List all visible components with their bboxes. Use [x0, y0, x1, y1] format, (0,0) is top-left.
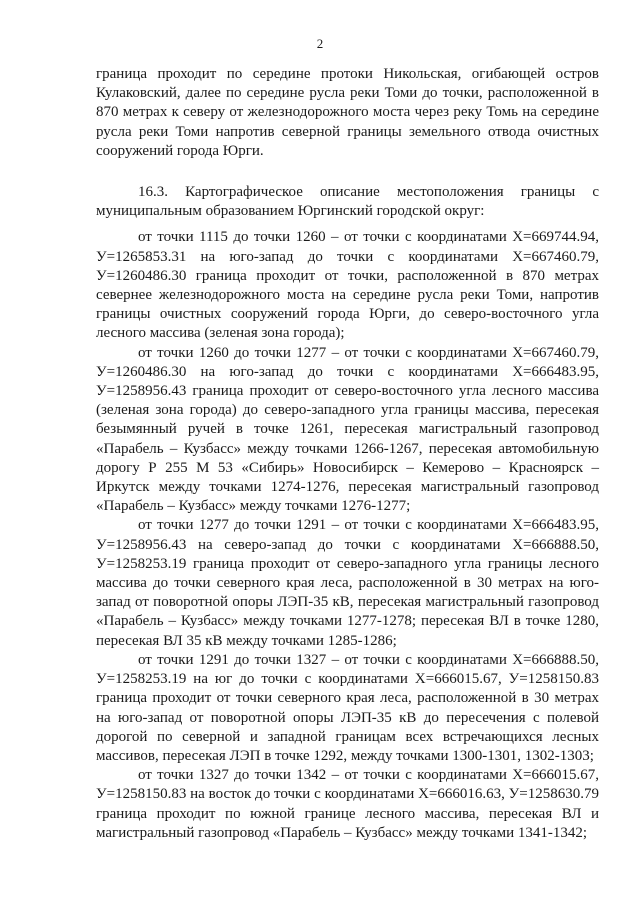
paragraph-boundary-continuation: граница проходит по середине протоки Никольская, огибающей остров Кулаковский, далее по середине русла реки Томи до точки, расположенной в 870 метрах к северу от железнодорожного моста через реку Томь на середине русла реки Томи напротив северной границы земельного отвода очистных сооружений города Юрги. [96, 66, 599, 159]
document-body [96, 65, 599, 843]
paragraph-segment-1277-1291: от точки 1277 до точки 1291 – от точки с координатами X=666483.95, У=1258956.43 на северо-запад до точки с координатами X=666888.50, У=1258253.19 граница проходит от северо-западного угла границы лесного массива до точки северного края леса, расположенной в 30 метрах на юго-запад от поворотной опоры ЛЭП-35 кВ, пересекая магистральный газопровод «Парабель – Кузбасс» между точками 1277-1278; пересекая ВЛ в точке 1280, пересекая ВЛ 35 кВ между точками 1285-1286; [96, 517, 599, 649]
paragraph-segment-1115-1260: от точки 1115 до точки 1260 – от точки с координатами X=669744.94, У=1265853.31 на юго-запад до точки с координатами X=667460.79, У=1260486.30 граница проходит от точки, расположенной в 870 метрах севернее железнодорожного моста на середине русла реки Томи, напротив границы очистных сооружений города Юрги, до северо-восточного угла лесного массива (зеленая зона города); [96, 229, 599, 342]
page-number: 2 [316, 36, 324, 51]
paragraph-segment-1291-1327: от точки 1291 до точки 1327 – от точки с координатами X=666888.50, У=1258253.19 на юг до точки с координатами X=666015.67, У=1258150.83 граница проходит от точки северного края леса, расположенной в 30 метрах на юго-запад от поворотной опоры ЛЭП-35 кВ до пересечения с полевой дорогой по северной и западной границам всех встречающихся лесных массивов, пересекая ЛЭП в точке 1292, между точками 1300-1301, 1302-1303; [96, 651, 599, 764]
paragraph-segment-1260-1277: от точки 1260 до точки 1277 – от точки с координатами X=667460.79, У=1260486.30 на юго-запад до точки с координатами X=666483.95, У=1258956.43 граница проходит от северо-восточного угла лесного массива (зеленая зона города) до северо-западного угла границы массива, пересекая безымянный ручей в точке 1261, пересекая магистральный газопровод «Парабель – Кузбасс» между точками 1266-1267, пересекая автомобильную дорогу Р 255 М 53 «Сибирь» Новосибирск – Кемерово – Красноярск – Иркутск между точками 1274-1276, пересекая магистральный газопровод «Парабель – Кузбасс» между точками 1276-1277; [96, 344, 599, 515]
paragraph-segment-1327-1342: от точки 1327 до точки 1342 – от точки с координатами X=666015.67, У=1258150.83 на восток до точки с координатами X=666016.63, У=1258630.79 граница проходит по южной границе лесного массива, пересекая ВЛ и магистральный газопровод «Парабель – Кузбасс» между точками 1341-1342; [96, 767, 599, 841]
paragraph-section-16-3-heading: 16.3. Картографическое описание местоположения границы с муниципальным образованием Юргинский городской округ: [96, 184, 599, 220]
